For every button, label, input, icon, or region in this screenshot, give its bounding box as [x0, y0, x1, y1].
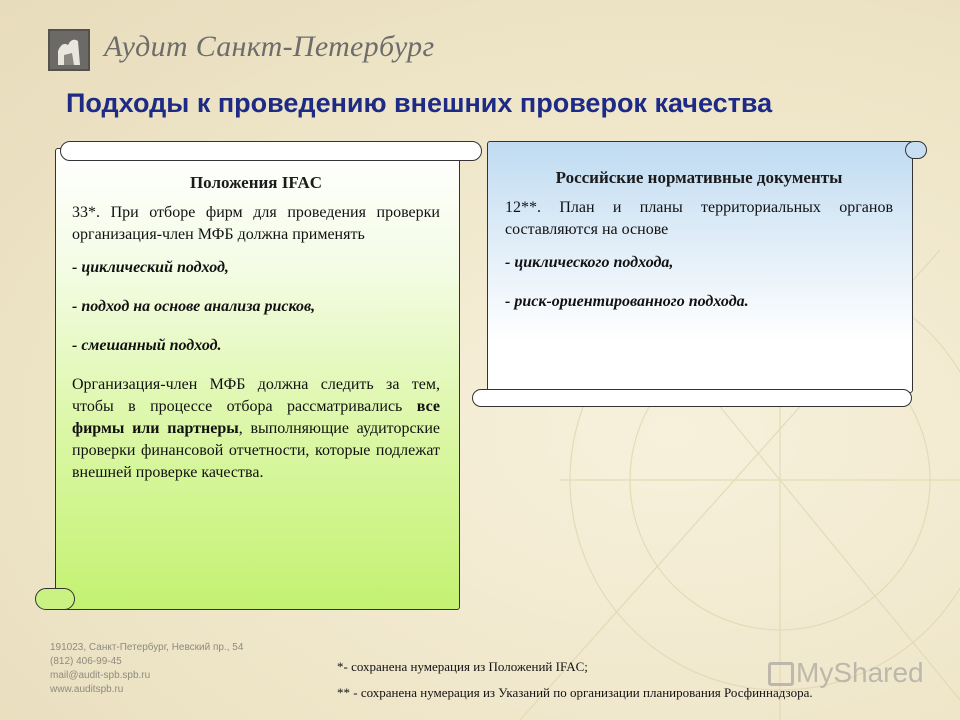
- footnote-2: ** - сохранена нумерация из Указаний по организации планирования Росфиннадзора.: [337, 685, 813, 700]
- footer-address: [50, 641, 243, 697]
- ifac-item-risk: - подход на основе анализа рисков,: [72, 298, 316, 315]
- email-line: mail@audit-spb.spb.ru: [50, 670, 151, 681]
- ifac-panel-content: [72, 172, 440, 495]
- footnote-1: *- сохранена нумерация из Положений IFAC;: [337, 659, 588, 674]
- ifac-scroll-bottom-curl: [35, 588, 75, 610]
- ifac-p2-bold: все фирмы или партнеры: [72, 398, 440, 437]
- footnotes: [337, 654, 813, 706]
- ifac-item-cyclic: - циклический подход,: [72, 259, 229, 276]
- book-statue-icon: [48, 29, 90, 71]
- website-line: www.auditspb.ru: [50, 684, 124, 695]
- ifac-intro: 33*. При отборе фирм для проведения проверки организация-член МФБ должна применять: [72, 204, 440, 243]
- ifac-item-mixed: - смешанный подход.: [72, 337, 222, 354]
- russian-docs-content: [505, 167, 893, 330]
- ifac-scroll-top-curl: [60, 141, 482, 161]
- russian-item-cyclic: - циклического подхода,: [505, 254, 674, 271]
- ifac-p2-part1: Организация-член МФБ должна следить за тем, чтобы в процессе отбора рассматривались: [72, 376, 440, 415]
- ifac-heading: Положения IFAC: [189, 173, 323, 192]
- phone-line: (812) 406-99-45: [50, 656, 122, 667]
- brand-logo-text: Аудит Санкт-Петербург: [104, 30, 435, 63]
- ifac-paragraph-2: [72, 374, 440, 484]
- page-title: Подходы к проведению внешних проверок качества: [66, 88, 773, 118]
- address-line: 191023, Санкт-Петербург, Невский пр., 54: [50, 642, 244, 653]
- russian-docs-intro: 12**. План и планы территориальных органов составляются на основе: [505, 199, 893, 238]
- watermark-text: MyShared: [796, 657, 924, 688]
- russian-item-risk: - риск-ориентированного подхода.: [505, 293, 749, 310]
- russian-scroll-bottom-curl: [472, 389, 912, 407]
- russian-scroll-top-curl: [905, 141, 927, 159]
- ifac-p2-part2: , выполняющие аудиторские проверки финансовой отчетности, которые подлежат внешней проверке качества.: [72, 420, 440, 481]
- russian-docs-heading: Российские нормативные документы: [555, 168, 843, 187]
